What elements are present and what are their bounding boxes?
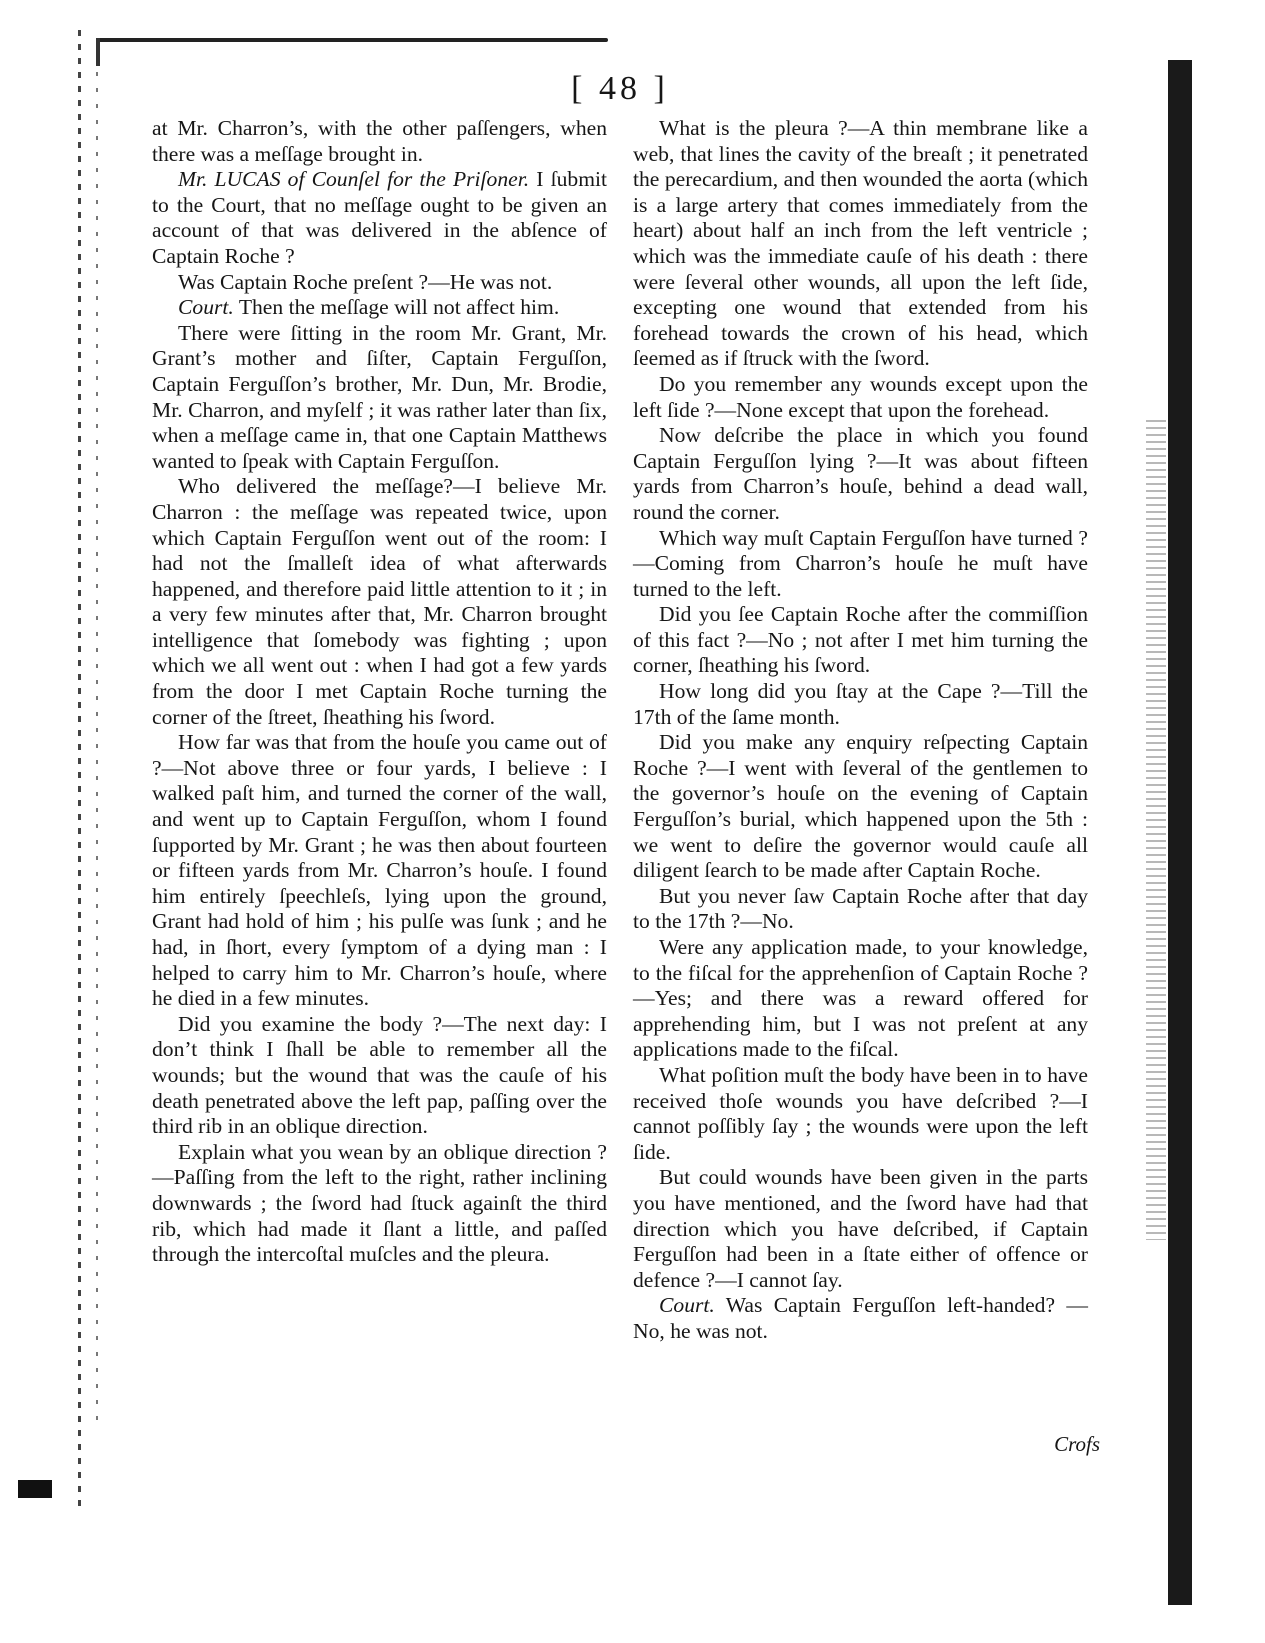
page-number: [ 48 ] [571, 70, 669, 107]
paragraph: Did you make any enquiry reſpecting Captain Roche ?—I went with ſeveral of the gentlemen to the governor’s houſe on the evening of Captain Ferguſſon’s burial, which happened upon the 5th : we went to deſire the governor would cauſe all diligent ſearch to be made after Captain Roche. [633, 730, 1088, 883]
paragraph: Court. Then the meſſage will not affect him. [178, 295, 560, 320]
paragraph: But could wounds have been given in the parts you have mentioned, and the ſword have had that direction which you have deſcribed, if Captain Ferguſſon had been in a ſtate either of offence or defence ?—I cannot ſay. [633, 1165, 1088, 1292]
paragraph: Now deſcribe the place in which you found Captain Ferguſſon lying ?—It was about fifteen yards from Charron’s houſe, behind a dead wall, round the corner. [633, 423, 1088, 524]
left-column [152, 116, 607, 1268]
paragraph: Who delivered the meſſage?—I believe Mr. Charron : the meſſage was repeated twice, upon which Captain Ferguſſon went out of the room: I had not the ſmalleſt idea of what afterwards happened, and therefore paid little attention to it ; in a very few minutes after that, Mr. Charron brought intelligence that ſomebody was fighting ; upon which we all went out : when I had got a few yards from the door I met Captain Roche turning the corner of the ſtreet, ſheathing his ſword. [152, 474, 607, 729]
paragraph: There were ſitting in the room Mr. Grant, Mr. Grant’s mother and ſiſter, Captain Ferguſſon, Captain Ferguſſon’s brother, Mr. Dun, Mr. Brodie, Mr. Charron, and myſelf ; it was rather later than ſix, when a meſſage came in, that one Captain Matthews wanted to ſpeak with Captain Ferguſſon. [152, 320, 607, 473]
speaker: Court. [178, 295, 234, 320]
speaker: Court. [659, 1293, 715, 1318]
paragraph: Explain what you wean by an oblique direction ?—Paſſing from the left to the right, rather inclining downwards ; the ſword had ſtuck againſt the third rib, which had made it ſlant a little, and paſſed through the intercoſtal muſcles and the pleura. [152, 1139, 607, 1267]
paragraph: What is the pleura ?—A thin membrane like a web, that lines the cavity of the breaſt ; it penetrated the perecardium, and then wounded the aorta (which is a large artery that comes immediately from the heart) about half an inch from the left ventricle ; which was the immediate cauſe of his death : there were ſeveral other wounds, all upon the left ſide, excepting one wound that extended from his forehead towards the crown of his head, which ſeemed as if ſtruck with the ſword. [633, 116, 1088, 371]
right-scan-shadow [1168, 60, 1192, 1605]
page-edge-left [78, 30, 81, 1510]
paragraph: But you never ſaw Captain Roche after that day to the 17th ?—No. [633, 883, 1088, 934]
paragraph: Were any application made, to your knowledge, to the fiſcal for the apprehenſion of Captain Roche ?—Yes; and there was a reward offered for apprehending him, but I was not preſent at any applications made to the fiſcal. [633, 935, 1088, 1062]
top-rule [98, 38, 608, 42]
paragraph: Was Captain Roche preſent ?—He was not. [178, 269, 553, 294]
paragraph: at Mr. Charron’s, with the other paſſengers, when there was a meſſage brought in. [152, 116, 607, 166]
paragraph: Did you examine the body ?—The next day: I don’t think I ſhall be able to remember all the wounds; but the wound that was the cauſe of his death penetrated above the left pap, paſſing over the third rib in an oblique direction. [152, 1011, 607, 1139]
top-rule-corner [96, 38, 100, 66]
paragraph: Mr. LUCAS of Counſel for the Priſoner. I ſubmit to the Court, that no meſſage ought to be given an account of that was delivered in the abſence of Captain Roche ? [152, 167, 607, 268]
paragraph: Do you remember any wounds except upon the left ſide ?—None except that upon the forehead. [633, 371, 1088, 422]
right-column [633, 116, 1088, 1345]
paragraph: How long did you ſtay at the Cape ?—Till the 17th of the ſame month. [633, 679, 1088, 729]
paragraph: Court. Was Captain Ferguſſon left-handed? —No, he was not. [633, 1293, 1088, 1343]
paragraph: What poſition muſt the body have been in to have received thoſe wounds you have deſcribed ?—I cannot poſſibly ſay ; the wounds were upon the left ſide. [633, 1062, 1088, 1164]
corner-mark [18, 1480, 52, 1498]
paragraph: Which way muſt Captain Ferguſſon have turned ?—Coming from Charron’s houſe he muſt have turned to the left. [633, 525, 1088, 601]
speaker: Mr. LUCAS of Counſel for the Priſoner. [178, 167, 530, 192]
page-edge-inner [96, 40, 98, 1420]
paragraph: How far was that from the houſe you came out of ?—Not above three or four yards, I believe : I walked paſt him, and turned the corner of the wall, and went up to Captain Ferguſſon, whom I found ſupported by Mr. Grant ; he was then about fourteen or fifteen yards from Mr. Charron’s houſe. I found him entirely ſpeechleſs, lying upon the ground, Grant had hold of him ; his pulſe was ſunk ; and he had, in ſhort, every ſymptom of a dying man : I helped to carry him to Mr. Charron’s houſe, where he died in a few minutes. [152, 730, 607, 1011]
right-page-edge [1146, 420, 1166, 1240]
catchword: Crofs [1054, 1432, 1100, 1456]
paragraph: Did you ſee Captain Roche after the commiſſion of this fact ?—No ; not after I met him turning the corner, ſheathing his ſword. [633, 602, 1088, 678]
